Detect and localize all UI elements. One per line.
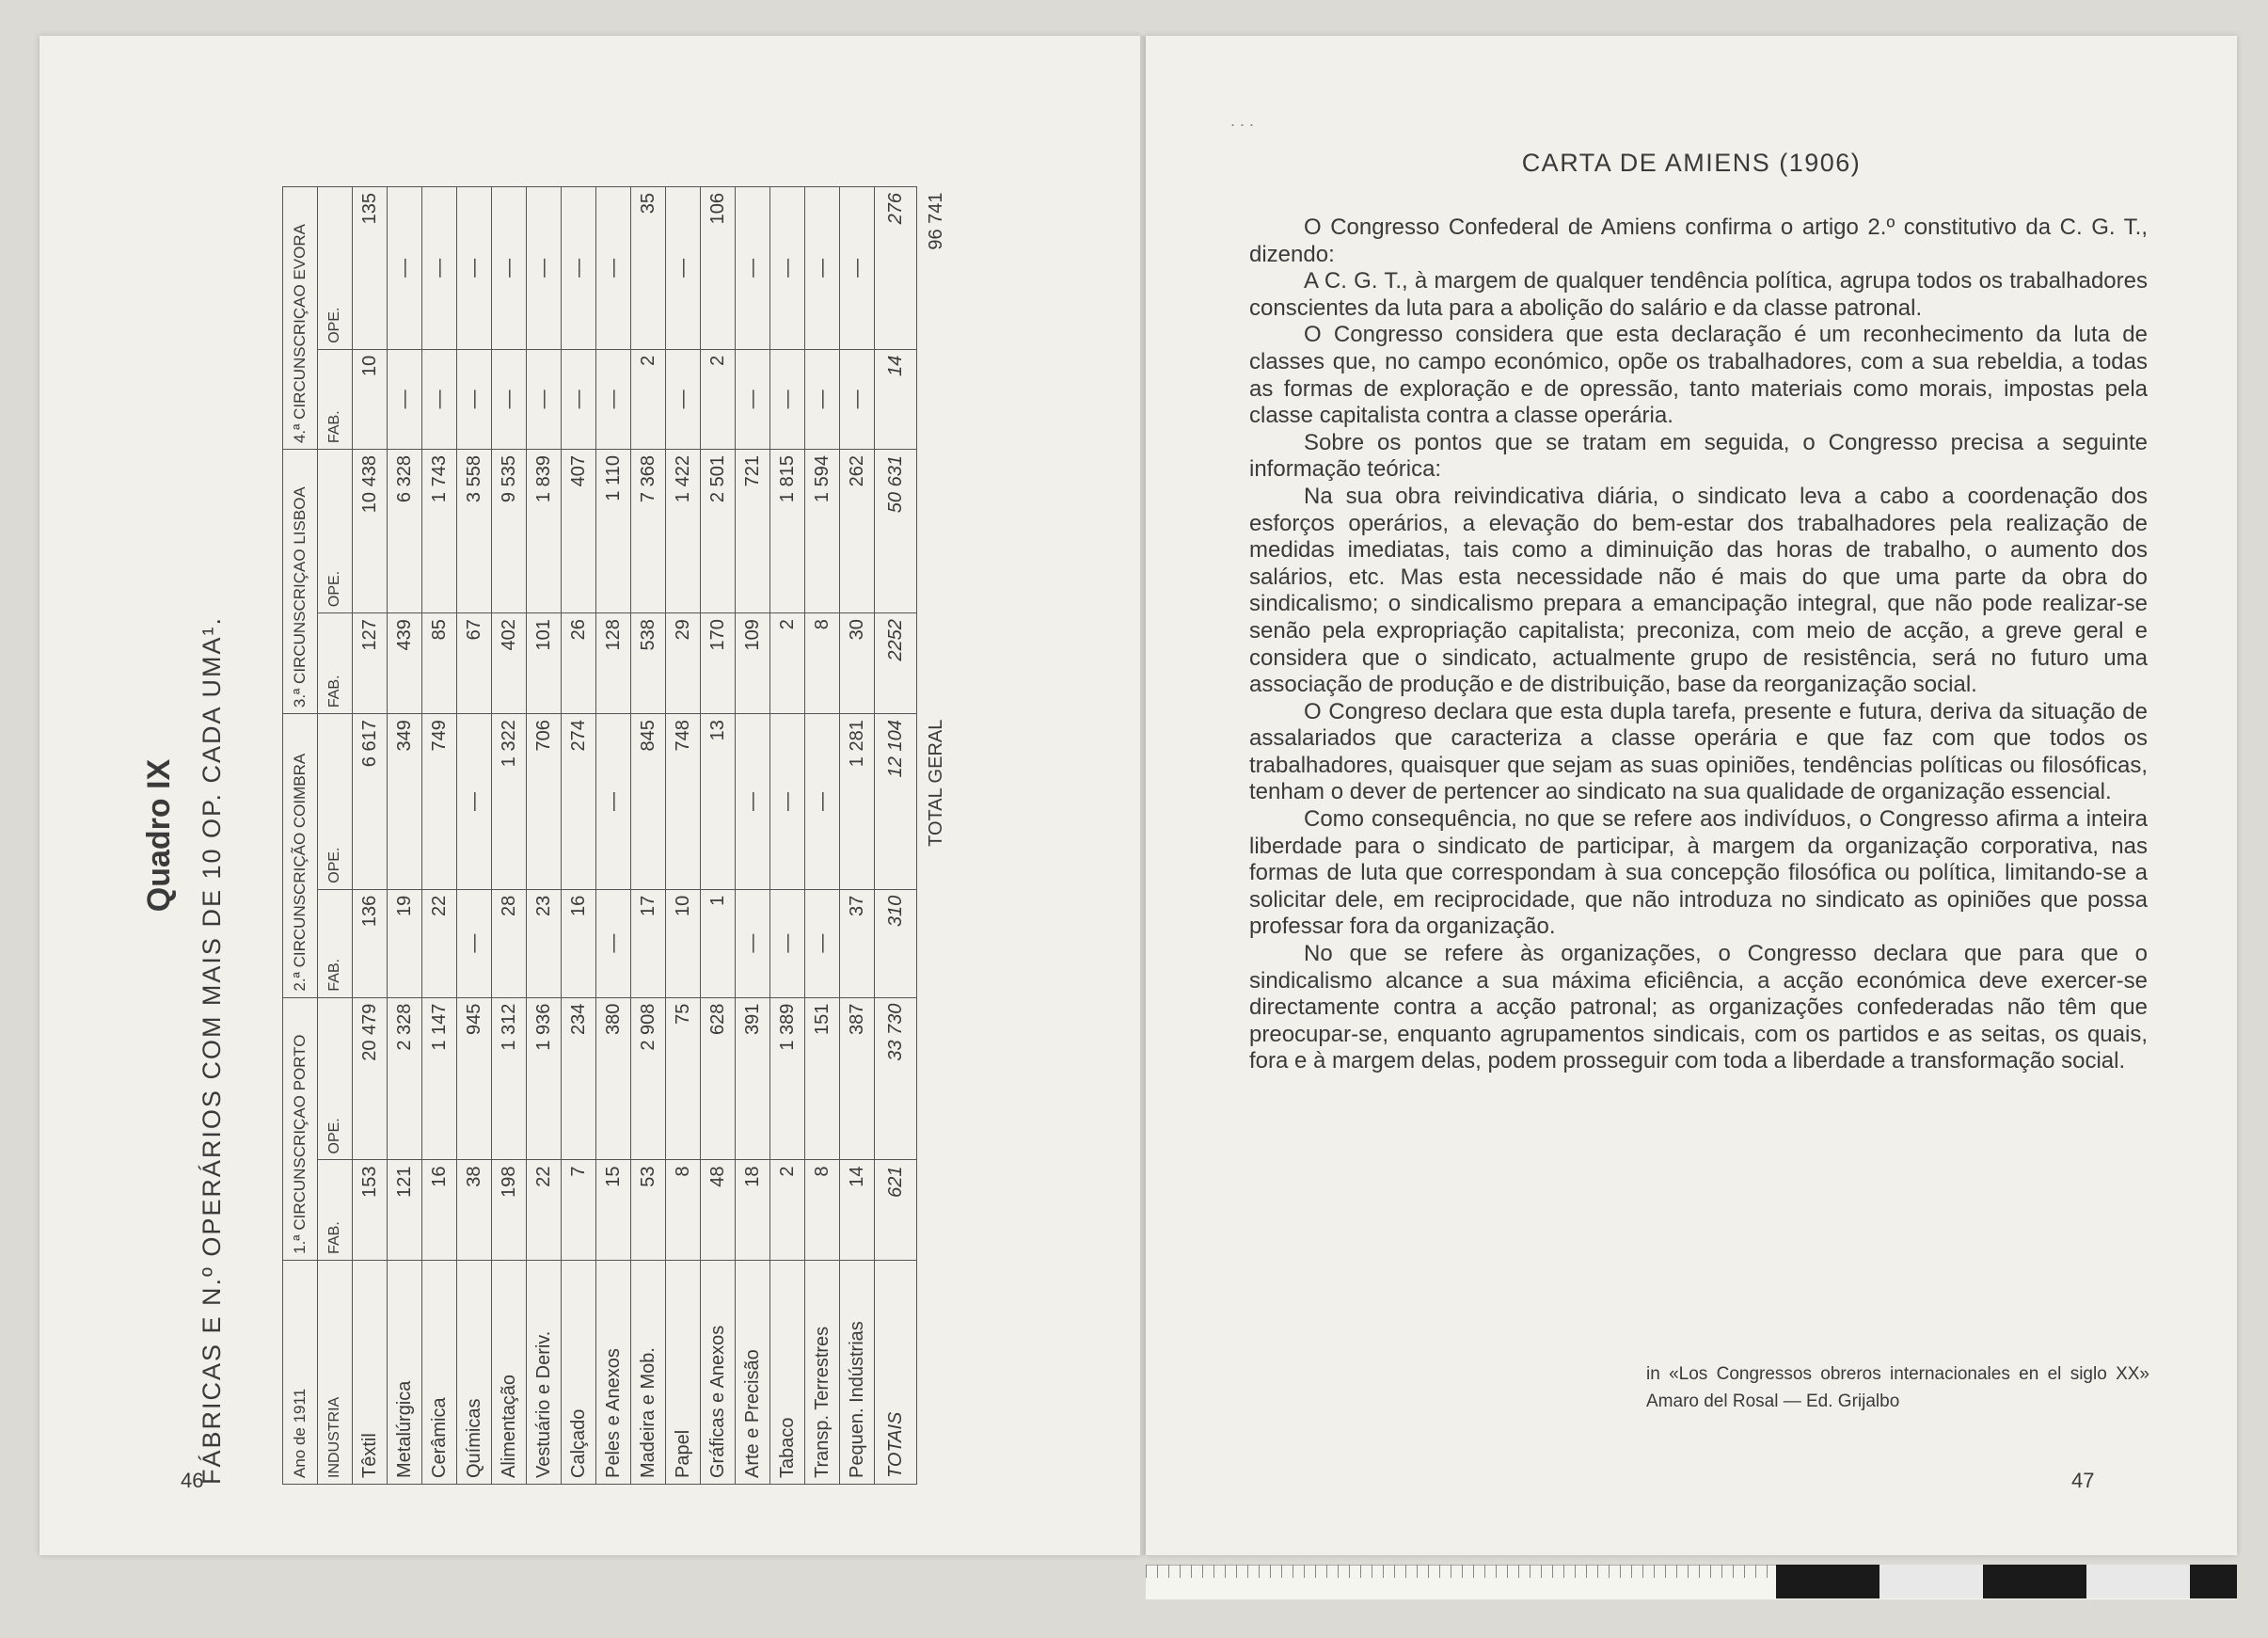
value-cell: 1 743 — [422, 450, 457, 613]
value-cell: 101 — [527, 613, 562, 714]
value-cell: 1 312 — [492, 997, 527, 1160]
value-cell: 845 — [631, 714, 666, 890]
table-row — [422, 187, 457, 1485]
value-cell: 1 422 — [666, 450, 701, 613]
left-page — [40, 36, 1140, 1555]
region-header-evora: 4.ª CIRCUNSCRIÇAO EVORA — [283, 187, 318, 450]
industry-cell: Químicas — [457, 1260, 492, 1484]
table-row — [701, 187, 736, 1485]
value-cell: 349 — [388, 714, 422, 890]
value-cell: 2 — [631, 349, 666, 449]
paragraph: A C. G. T., à margem de qualquer tendência política, agrupa todos os trabalhadores conscientes da luta para a abolição do salário e da classe patronal. — [1249, 268, 2148, 321]
value-cell: — — [492, 349, 527, 449]
ellipsis-mark: . . . — [1230, 111, 1255, 130]
table-row — [596, 187, 631, 1485]
value-cell: 17 — [631, 889, 666, 997]
value-cell: 23 — [527, 889, 562, 997]
grand-total-label: TOTAL GERAL — [925, 719, 946, 847]
totals-row — [875, 187, 917, 1485]
paragraph: Na sua obra reivindicativa diária, o sindicato leva a cabo a coordenação dos esforços operários, a elevação do bem-estar dos trabalhadores pela realização de medidas imediatas, tais como a diminuição das horas de trabalho, o aumento dos salários, etc. Mas esta necessidade não é mais do que uma parte da obra do sindicalismo; o sindicalismo prepara a emancipação integral, que não pode realizar-se senão pela expropriação capitalista; preconiza, com meio de acção, a greve geral e considera que o sindicato, actualmente grupo de resistência, será no futuro uma associação de produção e de distribuição, base da reorganização social. — [1249, 483, 2148, 698]
value-cell: 402 — [492, 613, 527, 714]
value-cell: — — [770, 889, 805, 997]
region-header-lisboa: 3.ª CIRCUNSCRIÇAO LISBOA — [283, 450, 318, 714]
industry-cell: Arte e Precisão — [736, 1260, 770, 1484]
value-cell: 37 — [840, 889, 875, 997]
value-cell: — — [596, 714, 631, 890]
industry-cell: Transp. Terrestres — [805, 1260, 840, 1484]
value-cell: 151 — [805, 997, 840, 1160]
value-cell: 1 936 — [527, 997, 562, 1160]
table-row — [457, 187, 492, 1485]
value-cell: — — [736, 187, 770, 350]
value-cell: 85 — [422, 613, 457, 714]
value-cell: — — [388, 349, 422, 449]
value-cell: 135 — [353, 187, 388, 350]
value-cell: 1 — [701, 889, 736, 997]
value-cell: — — [666, 349, 701, 449]
value-cell: 10 — [666, 889, 701, 997]
value-cell: 706 — [527, 714, 562, 890]
table-row — [562, 187, 596, 1485]
value-cell: 15 — [596, 1160, 631, 1260]
value-cell: 153 — [353, 1160, 388, 1260]
document-body — [1249, 215, 2148, 1075]
value-cell: — — [805, 349, 840, 449]
value-cell: 1 594 — [805, 450, 840, 613]
grand-total-value: 96 741 — [925, 192, 946, 250]
value-cell: 53 — [631, 1160, 666, 1260]
paragraph: Sobre os pontos que se tratam em seguida, o Congresso precisa a seguinte informação teórica: — [1249, 429, 2148, 483]
value-cell: 6 617 — [353, 714, 388, 890]
industry-header: INDUSTRIA — [318, 1260, 353, 1484]
value-cell: 8 — [805, 1160, 840, 1260]
value-cell: 26 — [562, 613, 596, 714]
paragraph: Como consequência, no que se refere aos indivíduos, o Congresso afirma a inteira liberdade para o sindicato de participar, à margem da organização corporativa, nas formas de luta que correspondam à sua concepção filosófica ou política, limitando-se a solicitar dele, em reciprocidade, que não introduza no sindicato as opiniões que possa professar fora da organização. — [1249, 806, 2148, 940]
table-row — [353, 187, 388, 1485]
value-cell: 721 — [736, 450, 770, 613]
table-subtitle: FÁBRICAS E N.º OPERÁRIOS COM MAIS DE 10 OP. CADA UMA¹. — [198, 615, 226, 1485]
value-cell: — — [840, 187, 875, 350]
value-cell: 75 — [666, 997, 701, 1160]
paragraph: No que se refere às organizações, o Congresso declara que para que o sindicalismo alcance a sua máxima eficiência, a acção económica deve exercer-se directamente contra a acção patronal; as organizações confederadas não têm que preocupar-se, enquanto agrupamentos sindicais, com os partidos e as seitas, os quais, fora e à margem delas, podem prosseguir com toda a liberdade a transformação social. — [1249, 941, 2148, 1074]
value-cell: 439 — [388, 613, 422, 714]
value-cell: 30 — [840, 613, 875, 714]
value-cell: 121 — [388, 1160, 422, 1260]
value-cell: 391 — [736, 997, 770, 1160]
value-cell: 387 — [840, 997, 875, 1160]
value-cell: — — [666, 187, 701, 350]
value-cell: — — [596, 187, 631, 350]
table-row — [840, 187, 875, 1485]
value-cell: 13 — [701, 714, 736, 890]
value-cell: 16 — [422, 1160, 457, 1260]
value-cell: — — [457, 889, 492, 997]
value-cell: 10 438 — [353, 450, 388, 613]
value-cell: — — [596, 349, 631, 449]
industry-cell: Peles e Anexos — [596, 1260, 631, 1484]
value-cell: — — [388, 187, 422, 350]
value-cell: 67 — [457, 613, 492, 714]
value-cell: 3 558 — [457, 450, 492, 613]
total-cell: 14 — [875, 349, 917, 449]
total-cell: 276 — [875, 187, 917, 350]
table-row — [666, 187, 701, 1485]
value-cell: 6 328 — [388, 450, 422, 613]
table-row — [527, 187, 562, 1485]
document-title: CARTA DE AMIENS (1906) — [1521, 149, 1862, 177]
value-cell: — — [457, 187, 492, 350]
value-cell: 262 — [840, 450, 875, 613]
total-cell: 2252 — [875, 613, 917, 714]
value-cell: 1 147 — [422, 997, 457, 1160]
value-cell: 18 — [736, 1160, 770, 1260]
industry-cell: Gráficas e Anexos — [701, 1260, 736, 1484]
spacer-cell — [917, 1260, 956, 1484]
table-row — [770, 187, 805, 1485]
value-cell: 2 — [770, 613, 805, 714]
value-cell: 7 — [562, 1160, 596, 1260]
value-cell: 2 — [701, 349, 736, 449]
value-cell: 9 535 — [492, 450, 527, 613]
paragraph: O Congreso declara que esta dupla tarefa, presente e futura, deriva da situação de assalariados que caracteriza a classe operária e que faz com que todos os trabalhadores, quaisquer que sejam as suas opiniões, tendências políticas ou filosóficas, tenham o dever de pertencer ao sindicato na sua qualidade de organização essencial. — [1249, 698, 2148, 805]
fab-header: FAB. — [318, 613, 353, 714]
value-cell: 128 — [596, 613, 631, 714]
industry-cell: Pequen. Indústrias — [840, 1260, 875, 1484]
value-cell: 2 501 — [701, 450, 736, 613]
value-cell: — — [562, 349, 596, 449]
ope-header: OPE. — [318, 997, 353, 1160]
value-cell: 1 839 — [527, 450, 562, 613]
value-cell: — — [562, 187, 596, 350]
value-cell: 127 — [353, 613, 388, 714]
value-cell: 48 — [701, 1160, 736, 1260]
total-cell: 12 104 — [875, 714, 917, 890]
value-cell: — — [492, 187, 527, 350]
value-cell: 748 — [666, 714, 701, 890]
total-cell: 621 — [875, 1160, 917, 1260]
table-row — [736, 187, 770, 1485]
table-row — [631, 187, 666, 1485]
ope-header: OPE. — [318, 714, 353, 890]
paragraph: O Congresso considera que esta declaração é um reconhecimento da luta de classes que, no campo económico, opõe os trabalhadores, com a sua rebeldia, a todas as formas de exploração e de opressão, tanto materiais como morais, impostas pela classe capitalista contra a classe operária. — [1249, 322, 2148, 429]
value-cell: 10 — [353, 349, 388, 449]
page-number-right: 47 — [2071, 1469, 2095, 1492]
industry-cell: Madeira e Mob. — [631, 1260, 666, 1484]
value-cell: 8 — [666, 1160, 701, 1260]
industry-cell: Metalúrgica — [388, 1260, 422, 1484]
ruler-ticks — [1146, 1565, 1776, 1578]
grand-total-row — [917, 187, 956, 1485]
industry-cell: Calçado — [562, 1260, 596, 1484]
industry-cell: Tabaco — [770, 1260, 805, 1484]
fab-header: FAB. — [318, 349, 353, 449]
total-cell: 50 631 — [875, 450, 917, 613]
total-cell: 33 730 — [875, 997, 917, 1160]
value-cell: 8 — [805, 613, 840, 714]
fab-header: FAB. — [318, 889, 353, 997]
value-cell: 22 — [527, 1160, 562, 1260]
totals-label: TOTAIS — [875, 1260, 917, 1484]
value-cell: 1 389 — [770, 997, 805, 1160]
value-cell: — — [422, 187, 457, 350]
right-page — [1146, 36, 2237, 1555]
ope-header: OPE. — [318, 187, 353, 350]
value-cell: — — [770, 187, 805, 350]
value-cell: 380 — [596, 997, 631, 1160]
value-cell: — — [805, 187, 840, 350]
value-cell: 1 110 — [596, 450, 631, 613]
value-cell: — — [527, 187, 562, 350]
industry-cell: Papel — [666, 1260, 701, 1484]
region-header-coimbra: 2.ª CIRCUNSCRIÇÃO COIMBRA — [283, 714, 318, 997]
value-cell: 1 281 — [840, 714, 875, 890]
table-row — [805, 187, 840, 1485]
value-cell: 170 — [701, 613, 736, 714]
value-cell: — — [770, 714, 805, 890]
value-cell: 19 — [388, 889, 422, 997]
value-cell: 7 368 — [631, 450, 666, 613]
value-cell: — — [422, 349, 457, 449]
value-cell: — — [736, 349, 770, 449]
page-number-left: 46 — [181, 1469, 204, 1492]
value-cell: 407 — [562, 450, 596, 613]
value-cell: 1 815 — [770, 450, 805, 613]
value-cell: 234 — [562, 997, 596, 1160]
value-cell: 749 — [422, 714, 457, 890]
paragraph: O Congresso Confederal de Amiens confirma o artigo 2.º constitutivo da C. G. T., dizendo: — [1249, 215, 2148, 267]
value-cell: 945 — [457, 997, 492, 1160]
value-cell: 16 — [562, 889, 596, 997]
value-cell: — — [457, 714, 492, 890]
value-cell: 38 — [457, 1160, 492, 1260]
value-cell: 109 — [736, 613, 770, 714]
value-cell: 628 — [701, 997, 736, 1160]
value-cell: 35 — [631, 187, 666, 350]
value-cell: — — [805, 714, 840, 890]
value-cell: 198 — [492, 1160, 527, 1260]
table-row — [492, 187, 527, 1485]
value-cell: 538 — [631, 613, 666, 714]
industry-cell: Vestuário e Deriv. — [527, 1260, 562, 1484]
color-calibration-strip — [1776, 1565, 2237, 1598]
value-cell: 14 — [840, 1160, 875, 1260]
industry-cell: Têxtil — [353, 1260, 388, 1484]
value-cell: 136 — [353, 889, 388, 997]
value-cell: 106 — [701, 187, 736, 350]
value-cell: 274 — [562, 714, 596, 890]
value-cell: — — [805, 889, 840, 997]
value-cell: — — [457, 349, 492, 449]
spacer-cell — [917, 349, 956, 713]
table-title: Quadro IX — [141, 758, 177, 913]
total-cell: 310 — [875, 889, 917, 997]
source-citation: in «Los Congressos obreros internacionales en el siglo XX» Amaro del Rosal — Ed. Grijalbo — [1646, 1364, 2149, 1411]
value-cell: — — [736, 714, 770, 890]
value-cell: 28 — [492, 889, 527, 997]
value-cell: 1 322 — [492, 714, 527, 890]
value-cell: — — [770, 349, 805, 449]
value-cell: — — [596, 889, 631, 997]
table-row — [388, 187, 422, 1485]
value-cell: 29 — [666, 613, 701, 714]
ope-header: OPE. — [318, 450, 353, 613]
value-cell: 2 328 — [388, 997, 422, 1160]
value-cell: 20 479 — [353, 997, 388, 1160]
fab-header: FAB. — [318, 1160, 353, 1260]
value-cell: 2 908 — [631, 997, 666, 1160]
value-cell: — — [527, 349, 562, 449]
year-header: Ano de 1911 — [283, 1260, 318, 1484]
region-header-porto: 1.ª CIRCUNSCRIÇAO PORTO — [283, 997, 318, 1260]
value-cell: 22 — [422, 889, 457, 997]
quadro-ix-table — [282, 186, 955, 1485]
industry-cell: Alimentação — [492, 1260, 527, 1484]
value-cell: — — [840, 349, 875, 449]
value-cell: 2 — [770, 1160, 805, 1260]
industry-cell: Cerâmica — [422, 1260, 457, 1484]
value-cell: — — [736, 889, 770, 997]
